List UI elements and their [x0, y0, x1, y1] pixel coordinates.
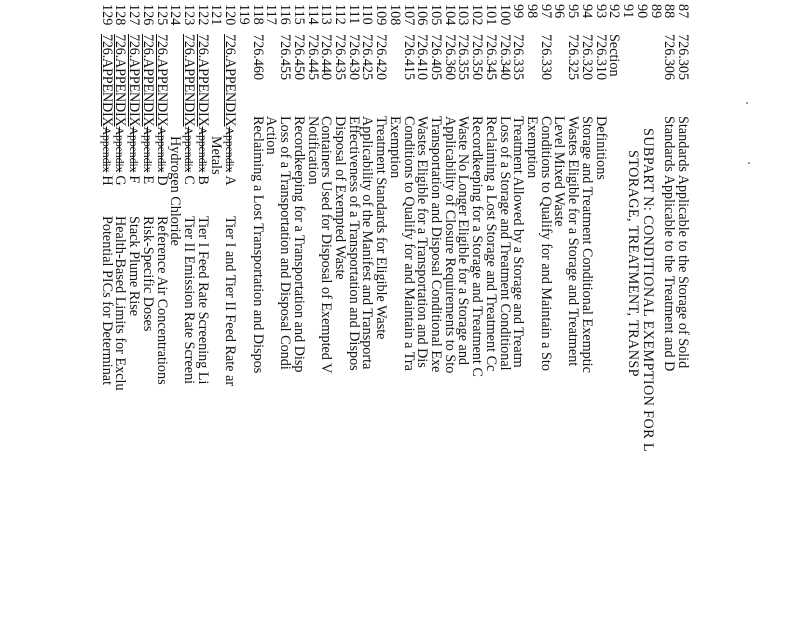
section-title: Metals	[208, 136, 225, 175]
section-title: Potential PICs for Determinat	[98, 216, 115, 386]
section-title: Standards Applicable to the Storage of Solid	[675, 116, 691, 369]
scan-speck	[746, 102, 748, 104]
line-number: 97	[537, 4, 554, 19]
line-number: 120	[222, 4, 239, 26]
section-title: Loss of a Transportation and Disposal Condi	[277, 116, 294, 370]
struck-appendix-text: Appendix	[140, 126, 155, 173]
section-number: 726.410	[414, 34, 431, 81]
section-number: 726.335	[510, 34, 527, 81]
line-number: 114	[304, 4, 321, 25]
line-number: 117	[263, 4, 280, 25]
subpart-heading-line-2: STORAGE, TREATMENT, TRANSP	[624, 150, 641, 377]
section-title: Waste No Longer Eligible for a Storage and	[455, 116, 472, 366]
section-title: Treatment Standards for Eligible Waste	[373, 116, 390, 340]
section-title: Treatment Allowed by a Storage and Treatm	[510, 116, 527, 368]
line-number: 111	[345, 4, 362, 25]
section-number: 726.425	[359, 34, 376, 81]
section-title: Wastes Eligible for a Transportation and Dis	[414, 116, 431, 368]
section-title: Risk-Specific Doses	[139, 216, 156, 332]
section-title: Containers Used for Disposal of Exempted V	[318, 116, 335, 374]
appendix-letter: C	[181, 175, 198, 185]
line-number: 129	[98, 4, 115, 26]
section-number: 726.440	[318, 34, 335, 81]
line-number: 119	[236, 4, 252, 25]
section-title: Effectiveness of a Transportation and Dispos	[345, 116, 362, 371]
section-number: 726.450	[290, 34, 307, 81]
appendix-letter: B	[194, 175, 211, 185]
section-title: Applicability of the Manifest and Transporta	[359, 116, 376, 370]
appendix-letter: H	[98, 175, 115, 186]
line-number: 100	[496, 4, 513, 26]
section-title: Stack Plume Rise	[126, 216, 143, 317]
section-number: 726.355	[455, 34, 472, 81]
line-number: 106	[414, 4, 431, 26]
section-number: 726.345	[482, 34, 499, 81]
section-number: 726.350	[469, 34, 486, 81]
line-number: 113	[318, 4, 335, 25]
section-title: Conditions to Qualify for and Maintain a Tra	[400, 116, 417, 371]
section-number	[222, 34, 237, 185]
section-title: Exemption	[386, 116, 403, 179]
line-number: 124	[167, 4, 184, 26]
line-number: 95	[565, 4, 582, 19]
section-number: 726.320	[579, 34, 595, 81]
appendix-label: 726.APPENDIX	[153, 34, 170, 127]
section-title: Transportation and Disposal Conditional Exe	[428, 116, 444, 373]
section-number: 726.305	[675, 34, 691, 81]
line-number: 90	[633, 4, 650, 19]
line-number: 107	[400, 4, 417, 26]
section-title: Wastes Eligible for a Storage and Treatment	[565, 116, 582, 367]
struck-appendix-text: Appendix	[113, 126, 128, 173]
line-number: 101	[482, 4, 499, 26]
appendix-letter: D	[153, 175, 170, 186]
section-number: 726.360	[441, 34, 458, 81]
section-number: 726.325	[565, 34, 582, 81]
struck-appendix-text: Appendix	[154, 126, 169, 173]
line-number: 112	[332, 4, 348, 25]
section-title: Definitions	[592, 116, 609, 180]
section-number	[99, 34, 114, 185]
section-number: 726.430	[345, 34, 362, 81]
line-number: 110	[359, 4, 376, 25]
struck-appendix-text: Appendix	[195, 126, 210, 173]
appendix-label: 726.APPENDIX	[181, 34, 198, 127]
subpart-heading	[625, 128, 655, 618]
section-title: Standards Applicable to the Treatment and D	[661, 116, 678, 372]
line-number: 115	[290, 4, 307, 25]
section-title: Conditions to Qualify for and Maintain a Sto	[537, 116, 554, 371]
line-number: 127	[126, 4, 143, 26]
section-title: Tier I and Tier II Feed Rate ar	[222, 216, 239, 387]
struck-appendix-text: Appendix	[223, 126, 238, 173]
line-number: 87	[675, 4, 691, 19]
section-number: 726.445	[304, 34, 321, 81]
line-number: 103	[455, 4, 472, 26]
line-number: 94	[579, 4, 595, 19]
section-number: 726.415	[400, 34, 417, 81]
line-number: 88	[661, 4, 678, 19]
struck-appendix-text: Appendix	[99, 126, 114, 173]
appendix-label: 726.APPENDIX	[98, 34, 115, 127]
line-number: 116	[277, 4, 294, 25]
section-title: Reclaiming a Lost Storage and Treatment Cc	[482, 116, 499, 372]
appendix-letter: E	[139, 175, 156, 184]
section-title: Health-Based Limits for Exclu	[112, 216, 129, 391]
section-title: Loss of a Storage and Treatment Conditional	[496, 116, 513, 371]
section-number: 726.420	[373, 34, 390, 81]
section-title: Notification	[304, 116, 321, 185]
appendix-label: 726.APPENDIX	[194, 34, 211, 127]
line-number: 92	[606, 4, 623, 19]
struck-appendix-text: Appendix	[127, 126, 142, 173]
appendix-label: 726.APPENDIX	[126, 34, 143, 127]
line-number: 108	[386, 4, 403, 26]
section-number: 726.455	[277, 34, 294, 81]
line-number: 89	[647, 4, 664, 19]
section-title: Hydrogen Chloride	[167, 136, 184, 246]
section-title: Action	[263, 116, 280, 155]
appendix-label: 726.APPENDIX	[222, 34, 239, 127]
section-title: Recordkeeping for a Storage and Treatment C	[469, 116, 486, 377]
section-title: Applicability of Closure Requirements to Sto	[441, 116, 458, 374]
section-number: Section	[606, 34, 623, 77]
section-title: Tier I Feed Rate Screening Li	[194, 216, 211, 385]
section-title: Disposal of Exempted Waste	[332, 116, 348, 280]
section-number	[181, 34, 196, 185]
section-number: 726.435	[332, 34, 348, 81]
appendix-label: 726.APPENDIX	[139, 34, 156, 127]
line-number: 121	[208, 4, 225, 26]
line-number: 109	[373, 4, 390, 26]
line-number: 105	[428, 4, 444, 26]
section-number: 726.405	[428, 34, 444, 81]
section-title: Reclaiming a Lost Transportation and Dispos	[249, 116, 266, 374]
section-title: Recordkeeping for a Transportation and Disp	[290, 116, 307, 373]
line-number: 102	[469, 4, 486, 26]
section-number: 726.330	[537, 34, 554, 81]
scan-speck	[748, 162, 750, 164]
section-number: 726.340	[496, 34, 513, 81]
section-title: Storage and Treatment Conditional Exemptic	[579, 116, 595, 373]
line-number: 93	[592, 4, 609, 19]
appendix-letter: G	[112, 175, 129, 186]
line-number: 118	[249, 4, 266, 25]
line-number: 96	[551, 4, 568, 19]
line-number: 126	[139, 4, 156, 26]
section-number: 726.460	[249, 34, 266, 81]
line-number: 99	[510, 4, 527, 19]
section-number: 726.310	[592, 34, 609, 81]
section-title: Exemption	[524, 116, 541, 179]
line-number: 104	[441, 4, 458, 26]
line-number: 91	[620, 4, 637, 19]
line-number: 98	[524, 4, 541, 19]
subpart-heading-line-1: SUBPART N: CONDITIONAL EXEMPTION FOR L	[639, 128, 656, 452]
struck-appendix-text: Appendix	[182, 126, 197, 173]
section-title: Tier II Emission Rate Screeni	[181, 216, 198, 385]
section-number: 726.306	[661, 34, 678, 81]
line-number: 123	[181, 4, 198, 26]
line-number: 125	[153, 4, 170, 26]
line-number: 122	[194, 4, 211, 26]
rotated-document	[98, 4, 691, 618]
appendix-letter: A	[222, 175, 239, 186]
section-title: Level Mixed Waste	[551, 116, 568, 227]
appendix-letter: F	[126, 175, 143, 184]
line-number: 128	[112, 4, 129, 26]
appendix-label: 726.APPENDIX	[112, 34, 129, 127]
section-title: Reference Air Concentrations	[153, 216, 170, 385]
